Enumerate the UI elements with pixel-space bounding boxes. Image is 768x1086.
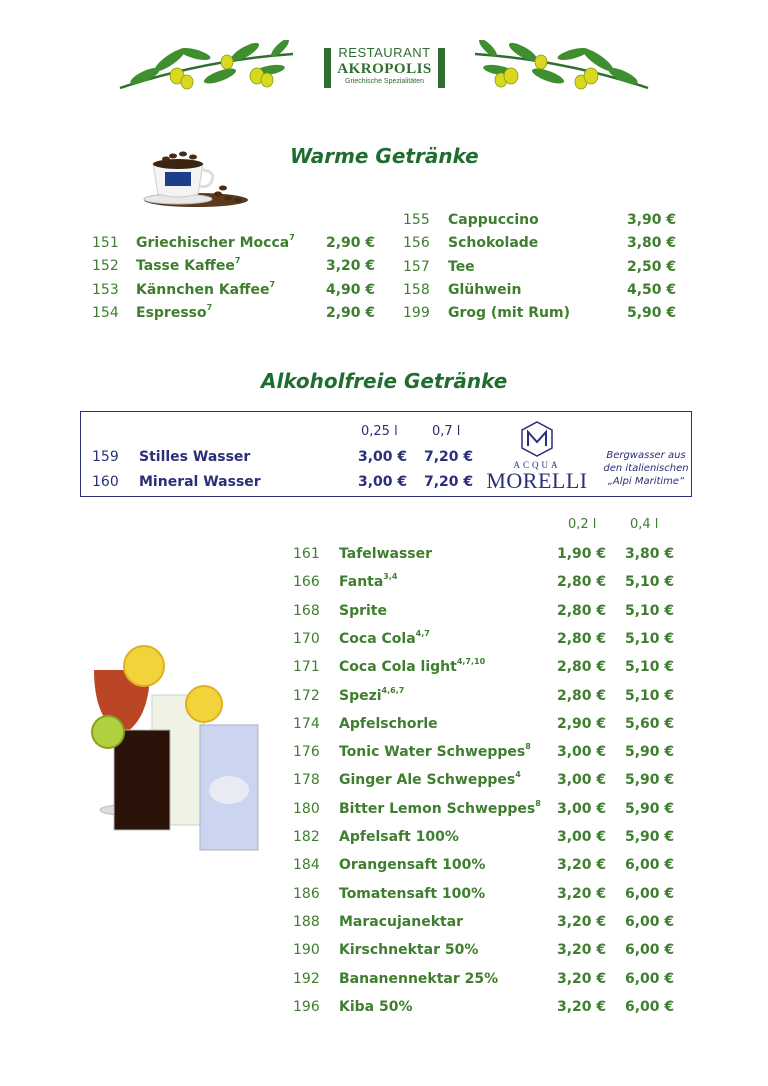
item-name-text: Fanta	[339, 574, 384, 591]
item-num	[403, 259, 430, 275]
item-name-allergen-note: 7	[234, 256, 241, 266]
item-name	[339, 772, 521, 788]
item-p1	[557, 999, 606, 1015]
item-name-text: Maracujanektar	[339, 913, 464, 930]
item-num-text: 166	[293, 574, 320, 591]
item-p2-text: 6,00 €	[625, 913, 675, 930]
item-price	[326, 282, 375, 298]
item-num-text: 158	[403, 281, 430, 298]
item-num	[293, 914, 320, 930]
item-num-text: 160	[92, 474, 119, 490]
item-name	[139, 449, 250, 465]
item-num-text: 170	[293, 630, 320, 647]
item-p2	[625, 574, 674, 590]
item-p2	[424, 449, 473, 465]
logo-line-name: AKROPOLIS	[337, 61, 432, 77]
item-p1	[557, 772, 606, 788]
item-num-text: 190	[293, 942, 320, 959]
item-num	[293, 744, 320, 760]
item-name-allergen-note: 4	[515, 770, 521, 780]
item-name-text: Tonic Water Schweppes	[339, 744, 526, 761]
item-name-text: Spezi	[339, 687, 382, 704]
item-p2	[424, 474, 473, 490]
item-name	[339, 716, 438, 732]
item-p1-text: 2,80 €	[557, 574, 607, 591]
item-name-text: Espresso	[136, 304, 207, 321]
item-num	[403, 282, 430, 298]
morelli-emblem-icon	[518, 420, 556, 458]
item-name-text: Glühwein	[448, 281, 522, 298]
section-title-warm: Warme Getränke	[290, 144, 479, 168]
item-name	[139, 474, 261, 490]
item-p2-text: 5,10 €	[625, 687, 675, 704]
item-p2	[625, 942, 674, 958]
item-price-text: 3,80 €	[627, 235, 677, 252]
cold-drinks-image	[82, 640, 268, 858]
item-p1	[557, 546, 606, 562]
item-name	[339, 603, 387, 619]
item-p2-text: 3,80 €	[625, 546, 675, 562]
item-p2	[625, 772, 674, 788]
item-num-text: 174	[293, 715, 320, 732]
item-p1	[557, 942, 606, 958]
water-size-1: 0,25 l	[361, 424, 398, 439]
item-p1	[557, 886, 606, 902]
item-num	[293, 546, 320, 562]
item-p1	[557, 631, 606, 647]
item-p2-text: 7,20 €	[424, 449, 474, 465]
item-p2	[625, 857, 674, 873]
item-price-text: 2,90 €	[326, 235, 376, 251]
item-name	[136, 302, 213, 321]
item-num-text: 151	[92, 235, 119, 251]
brand-morelli: MORELLI	[486, 468, 588, 493]
water-note	[600, 449, 692, 488]
item-name	[339, 744, 531, 760]
item-num	[293, 857, 320, 873]
item-num	[293, 603, 320, 619]
item-num-text: 171	[293, 659, 320, 676]
item-p1-text: 2,80 €	[557, 602, 607, 619]
item-num	[293, 942, 320, 958]
item-name-allergen-note: 7	[269, 279, 276, 289]
item-num-text: 172	[293, 687, 320, 704]
item-name	[136, 279, 276, 298]
item-price	[627, 212, 676, 228]
item-p1-text: 3,20 €	[557, 970, 607, 987]
item-name	[339, 999, 413, 1015]
item-name-text: Coca Cola	[339, 630, 416, 647]
item-num-text: 159	[92, 449, 119, 465]
item-price-text: 3,20 €	[326, 258, 376, 275]
item-p2	[625, 999, 674, 1015]
item-name	[448, 282, 521, 298]
item-name-allergen-note: 7	[206, 302, 213, 312]
item-p2	[625, 631, 674, 647]
item-name	[136, 258, 240, 274]
item-name-text: Orangensaft 100%	[339, 857, 486, 874]
item-p2	[625, 801, 674, 817]
coffee-cup-image	[138, 144, 250, 210]
item-num-text: 156	[403, 235, 430, 252]
item-num	[293, 574, 320, 590]
item-num-text: 161	[293, 546, 320, 562]
item-p2-text: 7,20 €	[424, 474, 474, 490]
item-name	[339, 857, 485, 873]
item-num	[293, 688, 320, 704]
item-num-text: 178	[293, 772, 320, 789]
item-name-text: Bitter Lemon Schweppes	[339, 800, 536, 817]
item-num	[92, 282, 119, 298]
item-p1-text: 3,00 €	[557, 800, 607, 817]
item-name	[339, 829, 459, 845]
item-p1	[557, 801, 606, 817]
item-p1	[557, 971, 606, 987]
item-num	[293, 716, 320, 732]
item-price	[627, 305, 676, 321]
item-p1-text: 3,20 €	[557, 913, 607, 930]
water-note-line-1: Bergwasser aus	[606, 450, 686, 461]
item-price	[326, 258, 375, 274]
item-num	[293, 631, 320, 647]
item-num	[293, 999, 320, 1015]
item-p1-text: 1,90 €	[557, 546, 607, 562]
item-num-text: 182	[293, 829, 320, 845]
item-name	[136, 235, 295, 251]
item-name	[339, 886, 485, 902]
item-num-text: 154	[92, 304, 119, 321]
item-price	[627, 282, 676, 298]
item-p2-text: 5,60 €	[625, 715, 675, 732]
item-name-allergen-note: 4,7	[415, 628, 430, 638]
item-p2	[625, 744, 674, 760]
item-p1	[557, 688, 606, 704]
cold-size-2: 0,4 l	[630, 517, 659, 532]
item-num-text: 155	[403, 212, 430, 228]
item-p1	[557, 914, 606, 930]
water-note-line-3: „Alpi Maritime“	[607, 476, 685, 487]
item-p2	[625, 886, 674, 902]
item-price	[627, 235, 676, 251]
item-p2	[625, 546, 674, 562]
item-num-text: 196	[293, 998, 320, 1015]
item-name	[339, 546, 432, 562]
item-p2-text: 6,00 €	[625, 857, 675, 874]
item-name	[339, 942, 478, 958]
item-p1-text: 3,20 €	[557, 942, 607, 959]
item-num	[293, 829, 320, 845]
item-price	[326, 235, 375, 251]
item-name-text: Mineral Wasser	[139, 474, 261, 490]
item-p1-text: 3,20 €	[557, 857, 607, 874]
item-num	[293, 971, 320, 987]
item-name-text: Kirschnektar 50%	[339, 942, 479, 959]
item-p1-text: 3,20 €	[557, 998, 607, 1015]
item-p2-text: 5,10 €	[625, 602, 675, 619]
item-num	[92, 258, 119, 274]
item-num-text: 199	[403, 305, 430, 322]
item-num	[92, 474, 119, 490]
logo-line-restaurant: RESTAURANT	[338, 45, 431, 60]
item-price-text: 5,90 €	[627, 305, 677, 322]
item-price	[627, 259, 676, 275]
item-name-text: Sprite	[339, 602, 387, 619]
item-num-text: 157	[403, 258, 430, 275]
item-p1	[557, 744, 606, 760]
item-name-text: Tomatensaft 100%	[339, 885, 486, 902]
item-name	[448, 235, 538, 251]
item-num-text: 192	[293, 970, 320, 987]
section-title-cold: Alkoholfreie Getränke	[261, 369, 508, 393]
item-name-text: Kiba 50%	[339, 998, 413, 1015]
item-p1-text: 2,80 €	[557, 630, 607, 647]
item-p2-text: 6,00 €	[625, 998, 675, 1015]
item-name	[339, 685, 405, 704]
logo-column-left	[324, 48, 331, 88]
item-name	[448, 259, 475, 275]
item-name-text: Coca Cola light	[339, 659, 457, 676]
item-p1-text: 2,90 €	[557, 715, 607, 732]
item-num-text: 152	[92, 258, 119, 275]
item-num-text: 168	[293, 602, 320, 619]
item-price-text: 2,90 €	[326, 304, 376, 321]
item-name-text: Apfelschorle	[339, 715, 438, 732]
item-p2-text: 5,10 €	[625, 630, 675, 647]
cold-size-1: 0,2 l	[568, 517, 597, 532]
item-p1-text: 3,00 €	[358, 449, 408, 465]
item-name-text: Ginger Ale Schweppes	[339, 772, 516, 789]
item-p2	[625, 716, 674, 732]
item-num-text: 180	[293, 800, 320, 817]
item-p2-text: 5,90 €	[625, 772, 675, 789]
item-num	[92, 305, 119, 321]
item-p2	[625, 688, 674, 704]
item-name-allergen-note: 8	[525, 742, 531, 752]
item-num-text: 186	[293, 885, 320, 902]
item-p2-text: 6,00 €	[625, 942, 675, 959]
item-num	[293, 801, 320, 817]
item-p1-text: 2,80 €	[557, 687, 607, 704]
item-num	[92, 449, 119, 465]
item-p2-text: 5,90 €	[625, 744, 675, 761]
item-p2-text: 5,10 €	[625, 574, 675, 591]
water-note-line-2: den italienischen	[603, 463, 689, 474]
item-num	[92, 235, 119, 251]
logo-column-right	[438, 48, 445, 88]
item-price-text: 4,90 €	[326, 281, 376, 298]
item-p1	[358, 449, 407, 465]
item-p1-text: 3,00 €	[557, 829, 607, 845]
item-p1	[557, 829, 606, 845]
item-p1-text: 2,80 €	[557, 659, 607, 676]
item-num	[403, 212, 430, 228]
item-p2	[625, 829, 674, 845]
item-price-text: 4,50 €	[627, 281, 677, 298]
item-name-allergen-note: 3,4	[383, 572, 398, 582]
item-name-text: Grog (mit Rum)	[448, 305, 570, 322]
water-size-2: 0,7 l	[432, 424, 461, 439]
item-p2-text: 5,10 €	[625, 659, 675, 676]
item-name-text: Kännchen Kaffee	[136, 281, 270, 298]
item-name-text: Stilles Wasser	[139, 449, 251, 465]
item-name-text: Tafelwasser	[339, 546, 433, 562]
item-name	[339, 659, 485, 675]
item-name	[339, 628, 430, 647]
item-p2-text: 6,00 €	[625, 885, 675, 902]
acqua-morelli-logo	[484, 420, 590, 492]
item-num-text: 153	[92, 281, 119, 298]
item-name-allergen-note: 7	[289, 233, 295, 242]
item-num-text: 188	[293, 913, 320, 930]
item-name-text: Schokolade	[448, 235, 539, 252]
item-name-text: Griechischer Mocca	[136, 235, 290, 251]
item-num	[293, 772, 320, 788]
item-p1	[358, 474, 407, 490]
item-price-text: 2,50 €	[627, 258, 677, 275]
item-p2-text: 5,90 €	[625, 800, 675, 817]
brand-acqua: ACQUA	[513, 460, 561, 470]
item-num	[403, 305, 430, 321]
item-num-text: 184	[293, 857, 320, 874]
item-price	[326, 305, 375, 321]
item-p1	[557, 659, 606, 675]
item-name-text: Apfelsaft 100%	[339, 829, 459, 845]
item-name-allergen-note: 4,6,7	[381, 685, 405, 695]
item-p1-text: 3,00 €	[557, 744, 607, 761]
item-p2	[625, 659, 674, 675]
item-p2	[625, 603, 674, 619]
item-p1	[557, 603, 606, 619]
item-num	[293, 659, 320, 675]
item-p1	[557, 716, 606, 732]
item-name	[339, 914, 463, 930]
item-p2-text: 6,00 €	[625, 970, 675, 987]
item-num	[403, 235, 430, 251]
item-name-allergen-note: 8	[535, 798, 541, 808]
item-name-allergen-note: 4,7,10	[456, 657, 486, 667]
item-name	[339, 971, 498, 987]
item-p1	[557, 857, 606, 873]
item-name	[448, 305, 570, 321]
item-num	[293, 886, 320, 902]
item-price-text: 3,90 €	[627, 212, 677, 228]
item-name	[448, 212, 539, 228]
restaurant-logo	[322, 46, 447, 94]
item-p2	[625, 971, 674, 987]
olive-branch-left-icon	[115, 40, 295, 94]
item-p1	[557, 574, 606, 590]
item-p2-text: 5,90 €	[625, 829, 675, 845]
olive-branch-right-icon	[473, 40, 653, 94]
logo-line-subtitle: Griechische Spezialitäten	[345, 78, 424, 85]
item-p1-text: 3,00 €	[557, 772, 607, 789]
item-p1-text: 3,20 €	[557, 885, 607, 902]
item-name	[339, 574, 397, 590]
item-name-text: Bananennektar 25%	[339, 970, 499, 987]
item-num-text: 176	[293, 744, 320, 761]
item-p2	[625, 914, 674, 930]
item-name-text: Cappuccino	[448, 212, 539, 228]
item-name-text: Tee	[448, 258, 475, 275]
item-p1-text: 3,00 €	[358, 474, 408, 490]
item-name	[339, 798, 541, 817]
item-name-text: Tasse Kaffee	[136, 258, 235, 275]
